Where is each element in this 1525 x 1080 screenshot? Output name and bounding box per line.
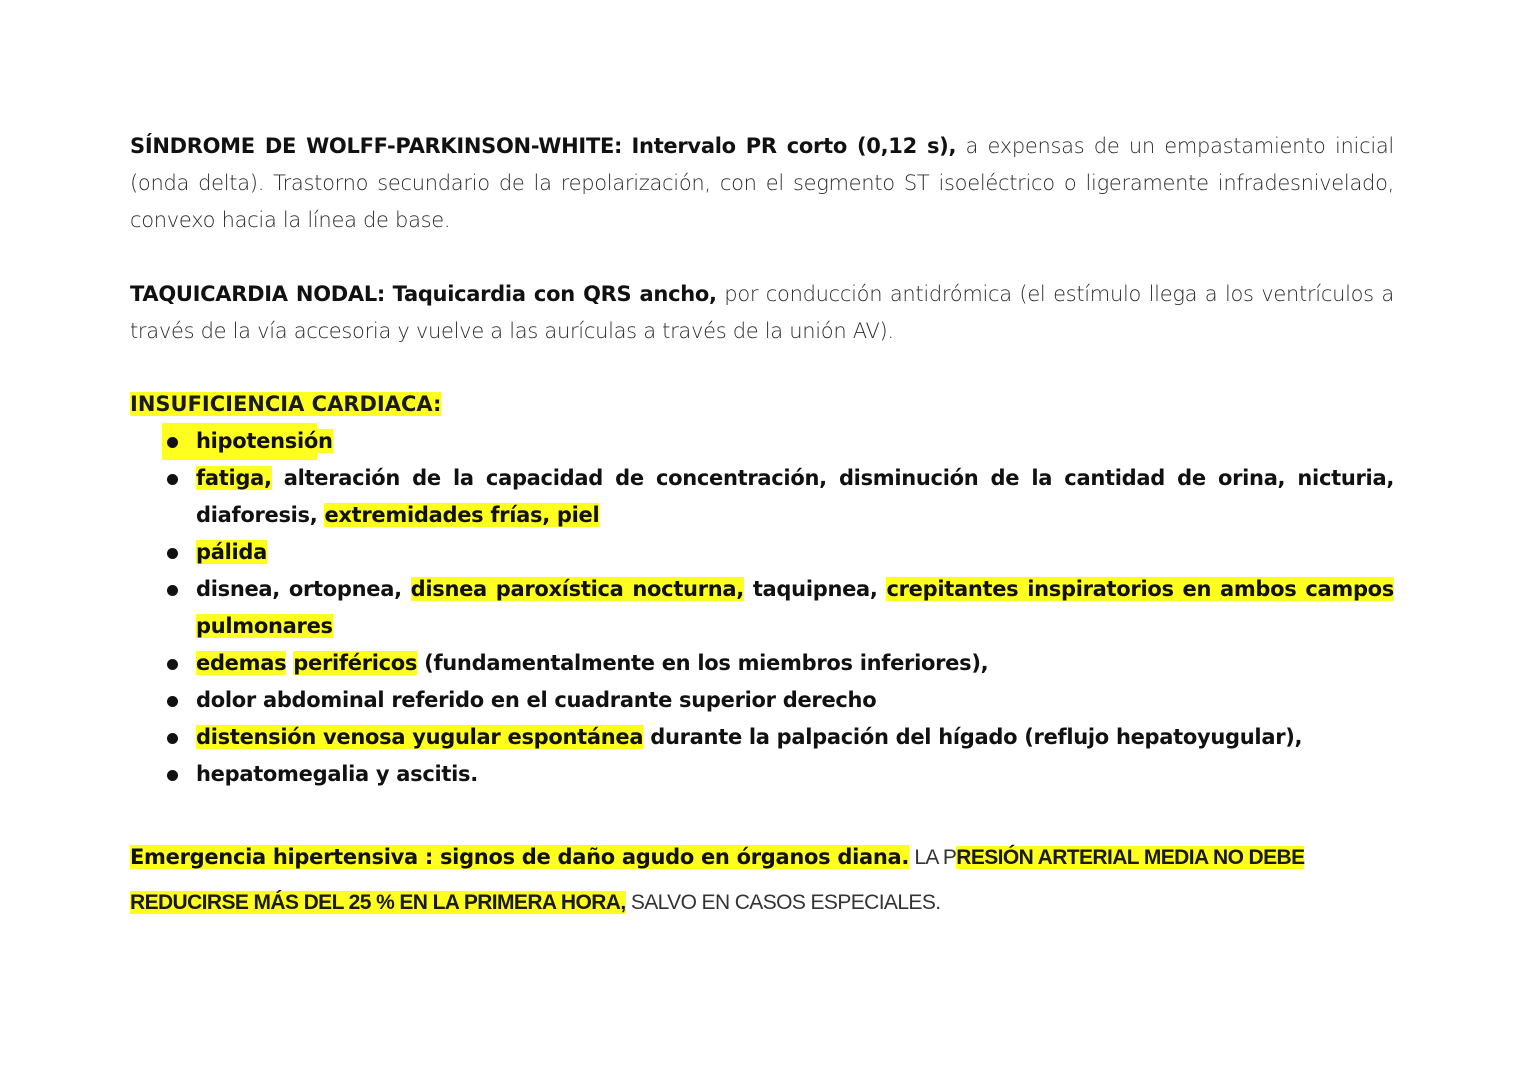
list-item: [130, 534, 1394, 571]
list-text: dolor abdominal referido en el cuadrante superior derecho: [196, 688, 877, 712]
highlighted-text: periféricos: [293, 651, 418, 675]
document-page: [130, 128, 1394, 925]
bullet-icon: [167, 437, 178, 448]
list-text: (fundamentalmente en los miembros inferiores),: [417, 651, 989, 675]
list-item: [130, 571, 1394, 645]
highlighted-text: disnea paroxística nocturna,: [410, 577, 744, 601]
bullet-icon: [167, 659, 178, 670]
heart-failure-title: INSUFICIENCIA CARDIACA:: [130, 392, 442, 416]
wpw-paragraph: [130, 128, 1394, 239]
emergency-lead: Emergencia hipertensiva : signos de daño agudo en órganos diana.: [130, 845, 910, 869]
emergency-paragraph: [130, 835, 1394, 925]
nodal-title: TAQUICARDIA NODAL:: [130, 282, 386, 306]
bullet-icon: [167, 733, 178, 744]
emergency-plain-1: LA P: [909, 846, 957, 869]
highlighted-text: distensión venosa yugular espontánea: [196, 725, 644, 749]
bullet-icon: [167, 474, 178, 485]
bullet-icon: [167, 548, 178, 559]
highlighted-text: pálida: [196, 540, 268, 564]
emergency-caps-highlight: RESIÓN ARTERIAL MEDIA NO DEBE REDUCIRSE MÁS DEL 25 % EN LA PRIMERA HORA,: [130, 846, 1305, 914]
list-item: [130, 423, 1394, 460]
list-text: disnea, ortopnea,: [196, 577, 411, 601]
list-text: durante la palpación del hígado (reflujo hepatoyugular),: [643, 725, 1303, 749]
list-item: [130, 719, 1394, 756]
highlighted-text: fatiga,: [196, 466, 272, 490]
bullet-icon: [167, 696, 178, 707]
bullet-icon: [167, 585, 178, 596]
spacer: [130, 793, 1394, 835]
list-item: [130, 682, 1394, 719]
list-item: [130, 645, 1394, 682]
list-item: [130, 460, 1394, 534]
nodal-text: por conducción antidrómica (el estímulo llega a los ventrículos a través de la vía accesoria y vuelve a las aurículas a través de la unión AV).: [130, 282, 1394, 343]
wpw-bold-lead: Intervalo PR corto (0,12 s),: [631, 134, 957, 158]
list-text: hepatomegalia y ascitis.: [196, 762, 478, 786]
bullet-icon: [167, 770, 178, 781]
nodal-bold-lead: Taquicardia con QRS ancho,: [392, 282, 717, 306]
highlighted-text: edemas: [196, 651, 287, 675]
spacer: [130, 239, 1394, 276]
emergency-plain-2: SALVO EN CASOS ESPECIALES.: [625, 891, 941, 914]
spacer: [130, 350, 1394, 386]
highlighted-text: extremidades frías, piel: [324, 503, 600, 527]
highlighted-text: crepitantes inspiratorios en ambos campos pulmonares: [196, 577, 1395, 638]
wpw-title: SÍNDROME DE WOLFF-PARKINSON-WHITE:: [130, 134, 623, 158]
highlighted-text: hipotensión: [196, 429, 333, 453]
heart-failure-list: [130, 423, 1394, 793]
wpw-text: a expensas de un empastamiento inicial (onda delta). Trastorno secundario de la repolarización, con el segmento ST isoeléctrico o ligeramente infradesnivelado, convexo hacia la línea de base.: [130, 134, 1394, 232]
list-text: taquipnea,: [743, 577, 887, 601]
list-item: [130, 756, 1394, 793]
nodal-paragraph: [130, 276, 1394, 350]
list-text: alteración de la capacidad de concentración, disminución de la cantidad de orina, nicturia, diaforesis,: [196, 466, 1394, 527]
